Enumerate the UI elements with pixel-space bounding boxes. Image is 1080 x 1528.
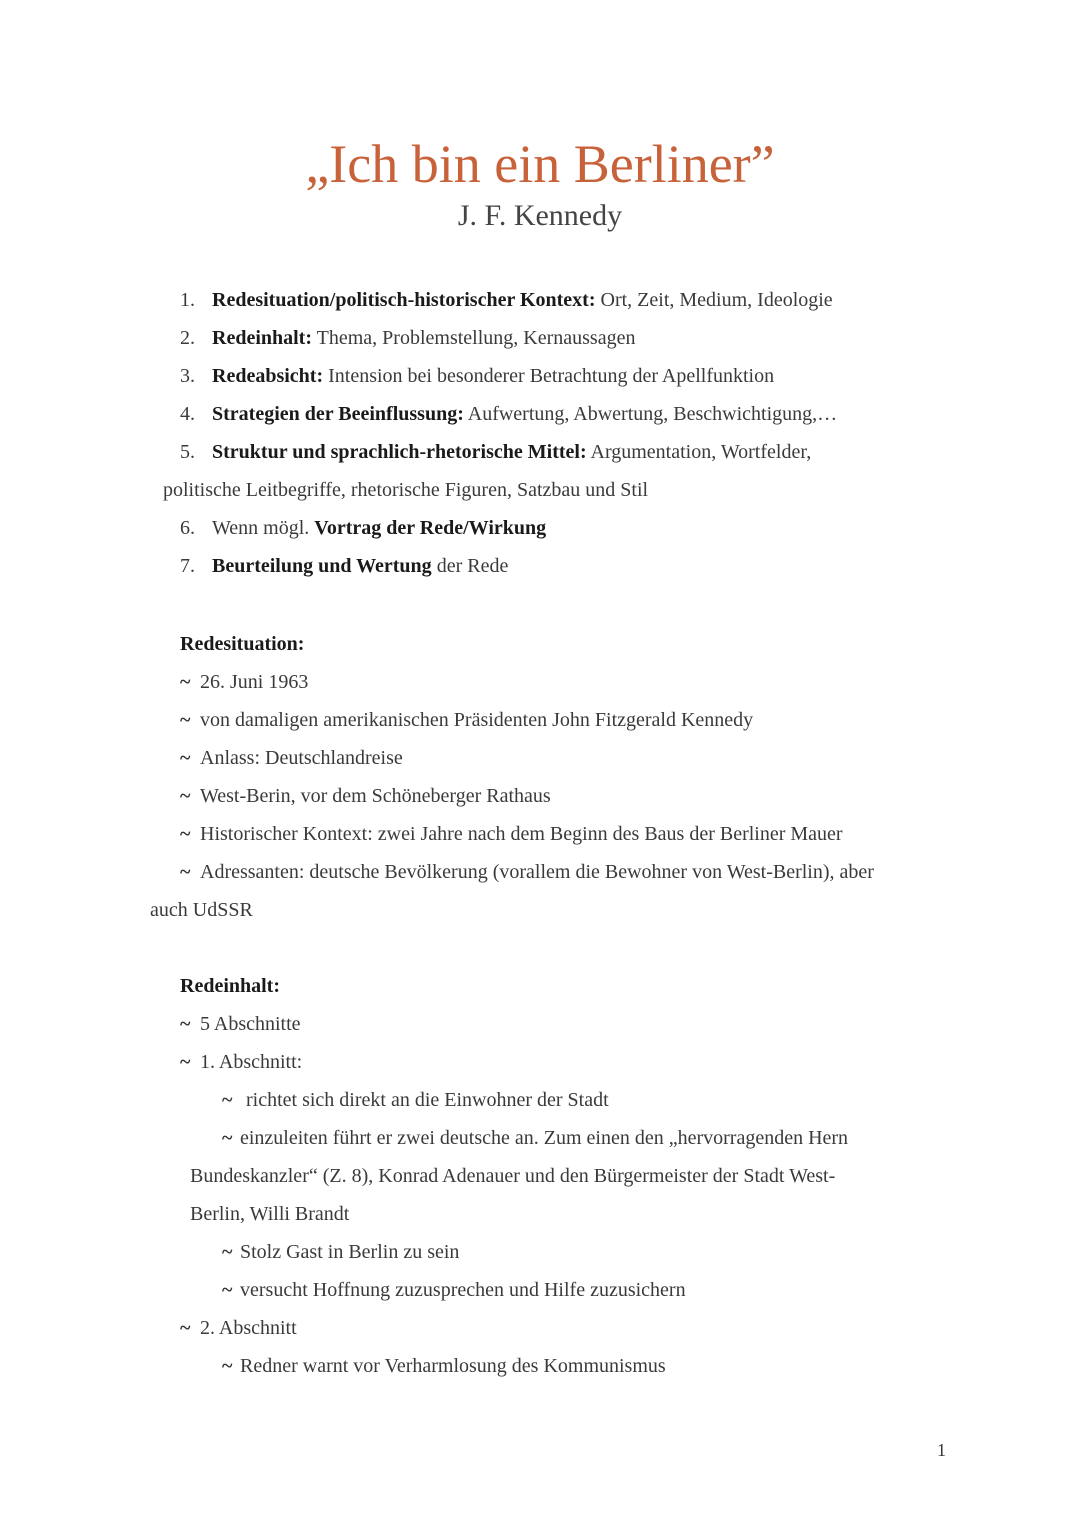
tilde-bullet-icon: ~ — [180, 823, 191, 845]
list-item: ~ West-Berin, vor dem Schöneberger Rathaus — [180, 782, 551, 810]
tilde-bullet-icon: ~ — [180, 671, 191, 693]
sub-list-item: ~ Redner warnt vor Verharmlosung des Kommunismus — [222, 1352, 666, 1380]
section-heading-redeinhalt: Redeinhalt: — [180, 975, 280, 997]
tilde-bullet-icon: ~ — [180, 1051, 191, 1073]
outline-item-4: 4. Strategien der Beeinflussung: Aufwertung, Abwertung, Beschwichtigung,… — [180, 403, 838, 425]
sub-list-item: ~ einzuleiten führt er zwei deutsche an. Zum einen den „hervorragenden Hern — [222, 1124, 848, 1152]
list-item: ~ 5 Abschnitte — [180, 1010, 301, 1038]
outline-item-2: 2. Redeinhalt: Thema, Problemstellung, Kernaussagen — [180, 327, 636, 349]
tilde-bullet-icon: ~ — [180, 785, 191, 807]
tilde-bullet-icon: ~ — [180, 747, 191, 769]
outline-item-1: 1. Redesituation/politisch-historischer Kontext: Ort, Zeit, Medium, Ideologie — [180, 289, 833, 311]
tilde-bullet-icon: ~ — [180, 1317, 191, 1339]
sub-list-item: ~ richtet sich direkt an die Einwohner der Stadt — [222, 1086, 609, 1114]
document-subtitle: J. F. Kennedy — [457, 199, 623, 232]
outline-item-5-continuation: politische Leitbegriffe, rhetorische Figuren, Satzbau und Stil — [163, 479, 649, 501]
outline-item-7: 7. Beurteilung und Wertung der Rede — [180, 555, 509, 577]
sub-list-item-continuation: Bundeskanzler“ (Z. 8), Konrad Adenauer und den Bürgermeister der Stadt West- — [190, 1165, 836, 1187]
list-item: ~ 2. Abschnitt — [180, 1314, 297, 1342]
tilde-bullet-icon: ~ — [180, 709, 191, 731]
tilde-bullet-icon: ~ — [222, 1279, 233, 1301]
list-item: ~ 1. Abschnitt: — [180, 1048, 302, 1076]
list-item: ~ 26. Juni 1963 — [180, 668, 308, 696]
tilde-bullet-icon: ~ — [180, 1013, 191, 1035]
sub-list-item: ~ versucht Hoffnung zuzusprechen und Hilfe zuzusichern — [222, 1276, 686, 1304]
list-item: ~ von damaligen amerikanischen Präsidenten John Fitzgerald Kennedy — [180, 706, 753, 734]
tilde-bullet-icon: ~ — [180, 861, 191, 883]
list-item-continuation: auch UdSSR — [150, 899, 253, 921]
tilde-bullet-icon: ~ — [222, 1127, 233, 1149]
document-title: „Ich bin ein Berliner” — [305, 134, 775, 194]
section-heading-redesituation: Redesituation: — [180, 633, 305, 655]
list-item: ~ Adressanten: deutsche Bevölkerung (vorallem die Bewohner von West-Berlin), aber — [180, 858, 874, 886]
sub-list-item: ~ Stolz Gast in Berlin zu sein — [222, 1238, 459, 1266]
list-item: ~ Anlass: Deutschlandreise — [180, 744, 403, 772]
tilde-bullet-icon: ~ — [222, 1089, 233, 1111]
tilde-bullet-icon: ~ — [222, 1355, 233, 1377]
page-number: 1 — [937, 1440, 946, 1460]
outline-item-3: 3. Redeabsicht: Intension bei besonderer Betrachtung der Apellfunktion — [180, 365, 775, 387]
tilde-bullet-icon: ~ — [222, 1241, 233, 1263]
outline-item-6: 6. Wenn mögl. Vortrag der Rede/Wirkung — [180, 517, 547, 539]
outline-item-5: 5. Struktur und sprachlich-rhetorische Mittel: Argumentation, Wortfelder, — [180, 441, 812, 463]
sub-list-item-continuation: Berlin, Willi Brandt — [190, 1203, 350, 1225]
list-item: ~ Historischer Kontext: zwei Jahre nach dem Beginn des Baus der Berliner Mauer — [180, 820, 843, 848]
